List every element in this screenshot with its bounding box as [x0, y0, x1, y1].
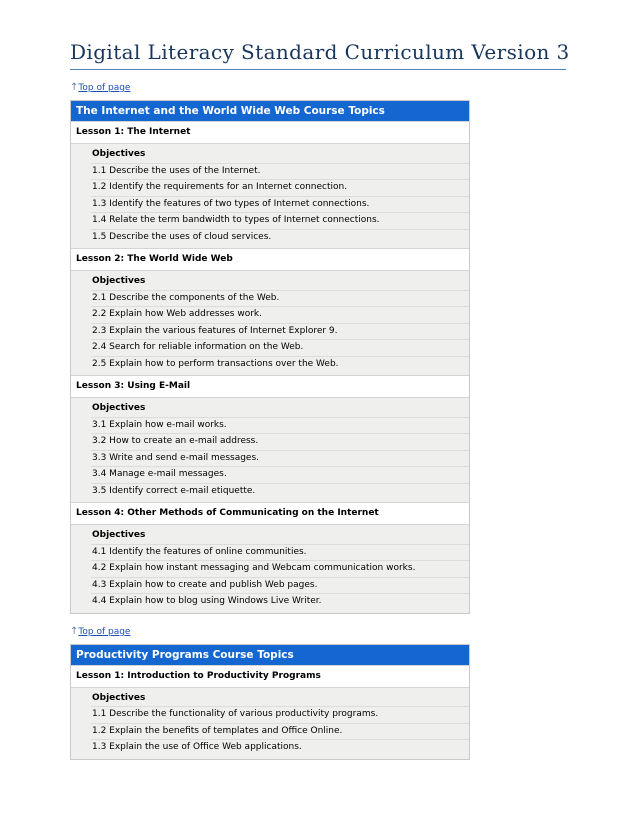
objective-item: 4.2 Explain how instant messaging and Webcam communication works. — [91, 561, 469, 578]
course-header: Productivity Programs Course Topics — [71, 645, 469, 665]
top-of-page-link-row — [70, 82, 570, 94]
objectives-heading: Objectives — [91, 147, 469, 164]
objective-item: 1.4 Relate the term bandwidth to types of Internet connections. — [91, 213, 469, 230]
objective-item: 2.4 Search for reliable information on the Web. — [91, 340, 469, 357]
objective-item: 1.3 Explain the use of Office Web applications. — [92, 742, 302, 752]
objectives-block — [71, 524, 469, 613]
course-table — [70, 100, 470, 614]
objective-item: 4.3 Explain how to create and publish Web pages. — [91, 578, 469, 595]
objective-item: 1.1 Describe the uses of the Internet. — [91, 164, 469, 181]
objective-item: 4.1 Identify the features of online communities. — [91, 545, 469, 562]
top-of-page-link[interactable]: Top of page — [78, 626, 131, 637]
course-table — [70, 644, 470, 760]
objective-item: 1.1 Describe the functionality of various productivity programs. — [91, 707, 469, 724]
objective-item: 3.4 Manage e-mail messages. — [91, 467, 469, 484]
top-of-page-link[interactable]: Top of page — [78, 83, 131, 93]
objectives-heading: Objectives — [91, 528, 469, 545]
objective-item: 1.2 Identify the requirements for an Internet connection. — [91, 180, 469, 197]
lesson-title: Lesson 2: The World Wide Web — [71, 248, 469, 270]
objective-item: 3.3 Write and send e-mail messages. — [91, 451, 469, 468]
objective-item: 2.5 Explain how to perform transactions over the Web. — [92, 358, 339, 369]
objectives-block — [71, 143, 469, 248]
course-header: The Internet and the World Wide Web Course Topics — [71, 101, 469, 121]
objectives-block — [71, 687, 469, 759]
top-of-page-link-row — [70, 626, 570, 638]
objective-item: 2.2 Explain how Web addresses work. — [91, 307, 469, 324]
document-content — [70, 82, 570, 760]
objective-item: 2.1 Describe the components of the Web. — [91, 291, 469, 308]
objective-item: 2.3 Explain the various features of Internet Explorer 9. — [91, 324, 469, 341]
up-arrow-icon: ↑ — [70, 82, 79, 93]
objectives-heading: Objectives — [91, 401, 469, 418]
objective-item: 4.4 Explain how to blog using Windows Live Writer. — [92, 596, 322, 606]
lesson-title: Lesson 4: Other Methods of Communicating on the Internet — [71, 502, 469, 524]
objectives-block — [71, 270, 469, 375]
lesson-title: Lesson 1: The Internet — [71, 121, 469, 143]
objective-item: 3.2 How to create an e-mail address. — [91, 434, 469, 451]
objectives-heading: Objectives — [91, 274, 469, 291]
document-page — [70, 0, 570, 764]
objectives-heading: Objectives — [91, 691, 469, 708]
page-title: Digital Literacy Standard Curriculum Version 3 — [70, 40, 566, 70]
objective-item: 1.3 Identify the features of two types of Internet connections. — [91, 197, 469, 214]
objective-item: 1.2 Explain the benefits of templates and Office Online. — [91, 724, 469, 741]
objective-item: 1.5 Describe the uses of cloud services. — [92, 231, 272, 242]
up-arrow-icon: ↑ — [70, 625, 79, 637]
objectives-block — [71, 397, 469, 502]
lesson-title: Lesson 1: Introduction to Productivity Programs — [71, 665, 469, 687]
lesson-title: Lesson 3: Using E-Mail — [71, 375, 469, 397]
objective-item: 3.5 Identify correct e-mail etiquette. — [92, 485, 256, 496]
objective-item: 3.1 Explain how e-mail works. — [91, 418, 469, 435]
